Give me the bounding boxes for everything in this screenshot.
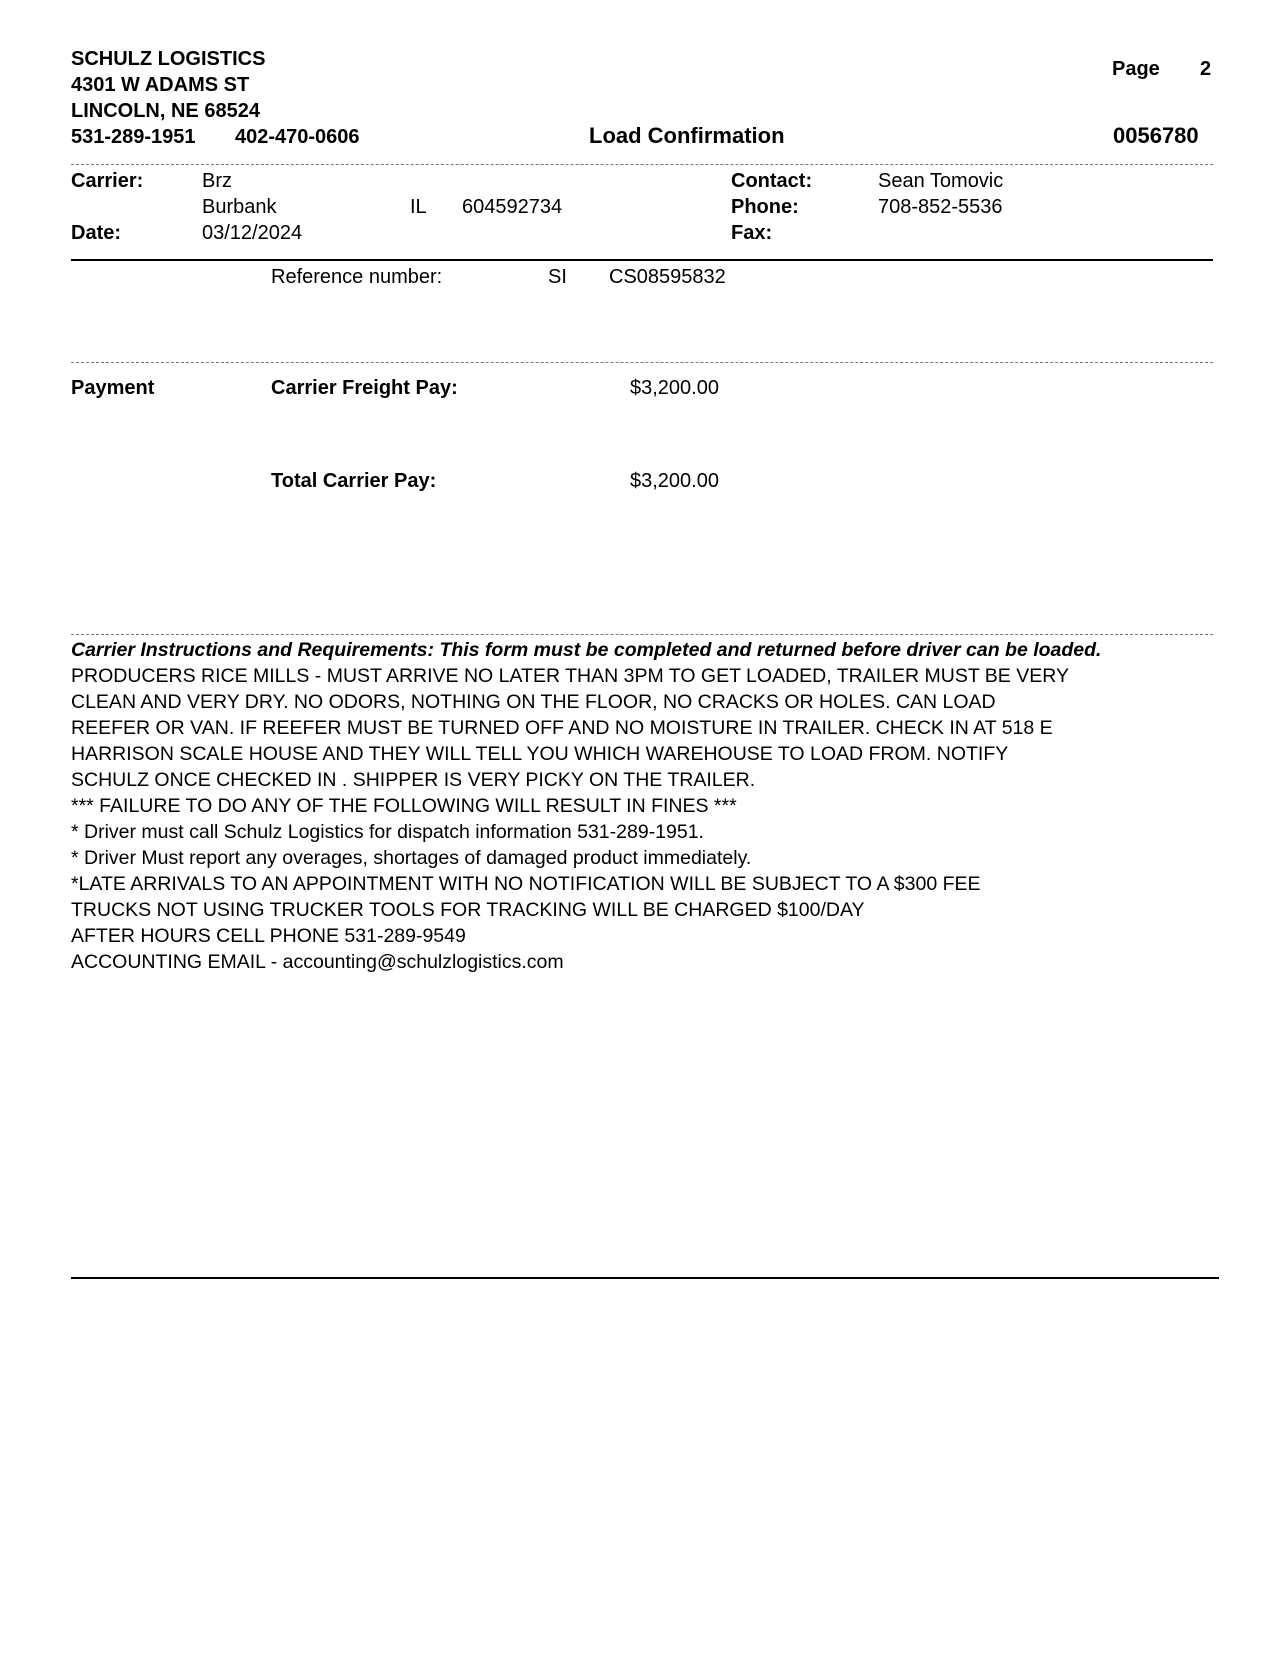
instruction-line: *LATE ARRIVALS TO AN APPOINTMENT WITH NO NOTIFICATION WILL BE SUBJECT TO A $300 FEE [71,873,981,895]
contact-value: Sean Tomovic [878,170,1004,192]
company-phone-1: 531-289-1951 [71,126,196,148]
page-label: Page [1112,58,1160,80]
carrier-city: Burbank [202,196,277,218]
carrier-divider [71,259,1213,261]
instruction-line: CLEAN AND VERY DRY. NO ODORS, NOTHING ON THE FLOOR, NO CRACKS OR HOLES. CAN LOAD [71,691,996,713]
freight-pay-value: $3,200.00 [630,377,719,399]
company-city-state-zip: LINCOLN, NE 68524 [71,100,260,122]
date-label: Date: [71,222,122,244]
total-pay-label: Total Carrier Pay: [271,470,437,492]
instruction-line: HARRISON SCALE HOUSE AND THEY WILL TELL YOU WHICH WAREHOUSE TO LOAD FROM. NOTIFY [71,743,1009,765]
company-address: 4301 W ADAMS ST [71,74,250,96]
phone-label: Phone: [731,196,799,218]
freight-pay-label: Carrier Freight Pay: [271,377,458,399]
payment-divider [71,634,1213,635]
carrier-state: IL [410,196,427,218]
company-name: SCHULZ LOGISTICS [71,48,266,70]
carrier-name: Brz [202,170,232,192]
footer-divider [71,1277,1219,1279]
instruction-line: * Driver Must report any overages, shortages of damaged product immediately. [71,847,752,869]
reference-type: SI [548,266,567,288]
instruction-line: PRODUCERS RICE MILLS - MUST ARRIVE NO LATER THAN 3PM TO GET LOADED, TRAILER MUST BE VERY [71,665,1069,687]
document-number: 0056780 [1113,123,1199,148]
contact-label: Contact: [731,170,813,192]
instruction-line: REEFER OR VAN. IF REEFER MUST BE TURNED OFF AND NO MOISTURE IN TRAILER. CHECK IN AT 518 E [71,717,1053,739]
header-divider [71,164,1213,165]
instruction-line: * Driver must call Schulz Logistics for dispatch information 531-289-1951. [71,821,704,843]
date-value: 03/12/2024 [202,222,303,244]
accounting-email: ACCOUNTING EMAIL - accounting@schulzlogistics.com [71,951,564,973]
company-phone-2: 402-470-0606 [235,126,360,148]
reference-value: CS08595832 [609,266,726,288]
reference-label: Reference number: [271,266,443,288]
total-pay-value: $3,200.00 [630,470,719,492]
document-title: Load Confirmation [589,123,785,148]
reference-divider [71,362,1213,363]
payment-label: Payment [71,377,155,399]
carrier-label: Carrier: [71,170,144,192]
instruction-line: TRUCKS NOT USING TRUCKER TOOLS FOR TRACKING WILL BE CHARGED $100/DAY [71,899,865,921]
fax-label: Fax: [731,222,773,244]
instructions-heading: Carrier Instructions and Requirements: This form must be completed and returned before driver can be loaded. [71,639,1102,661]
carrier-instructions [71,637,1231,975]
instruction-line: AFTER HOURS CELL PHONE 531-289-9549 [71,925,466,947]
phone-value: 708-852-5536 [878,196,1003,218]
instruction-line: *** FAILURE TO DO ANY OF THE FOLLOWING WILL RESULT IN FINES *** [71,795,737,817]
instruction-line: SCHULZ ONCE CHECKED IN . SHIPPER IS VERY PICKY ON THE TRAILER. [71,769,756,791]
page-number: 2 [1200,58,1212,80]
carrier-zip: 604592734 [462,196,563,218]
